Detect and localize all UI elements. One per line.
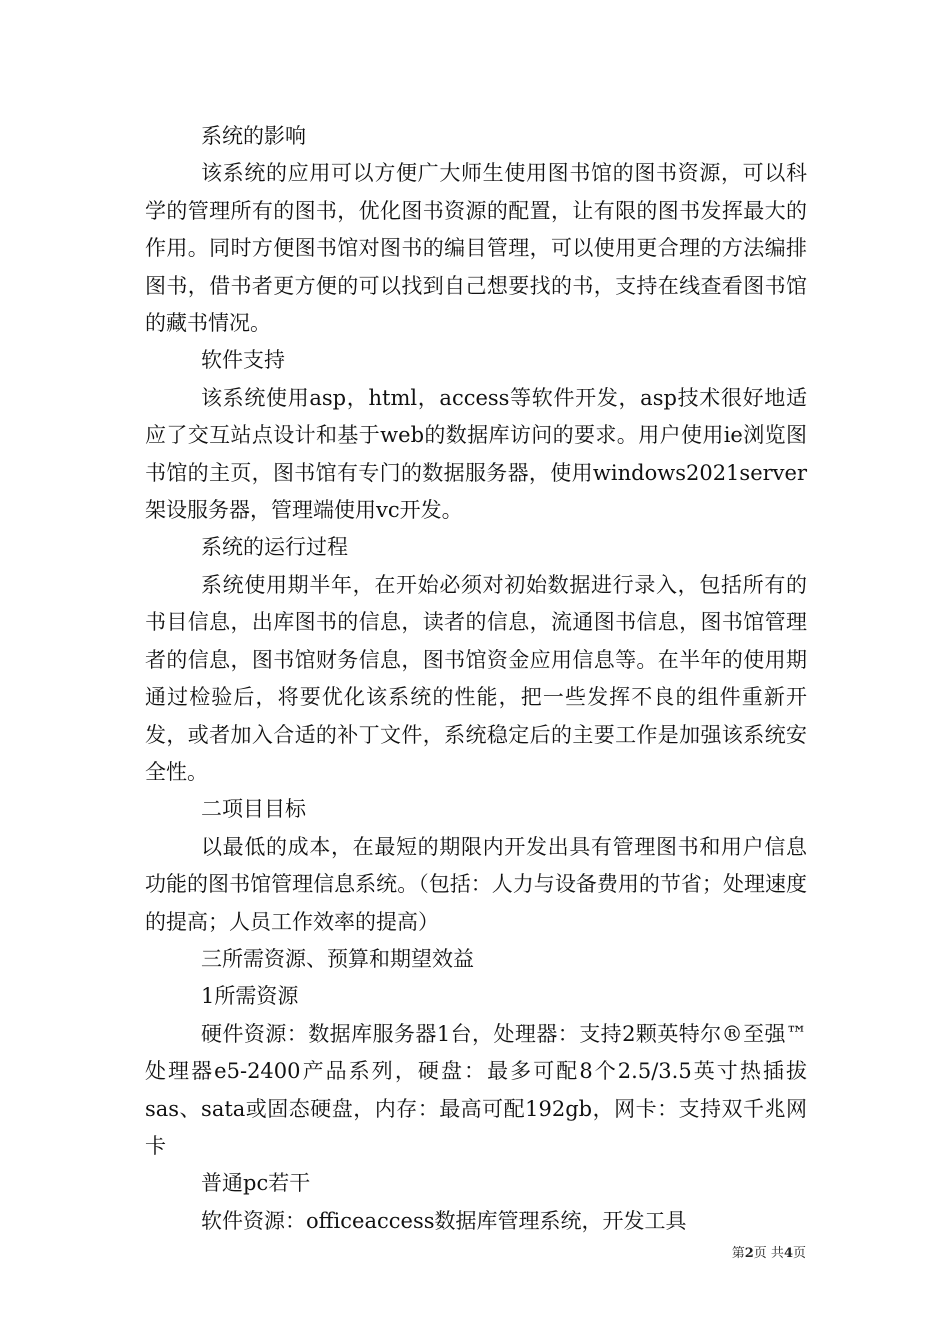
body-line: 普通pc若干 [201, 1171, 311, 1196]
section-heading: 软件支持 [201, 348, 285, 373]
body-paragraph: 该系统使用asp，html，access等软件开发，asp技术很好地适应了交互站点设计和基于web的数据库访问的要求。用户使用ie浏览图书馆的主页，图书馆有专门的数据服务器，使用windows2021server架设服务器，管理端使用vc开发。 [145, 385, 807, 523]
document-body [145, 118, 807, 1240]
page-footer [700, 1245, 806, 1263]
subsection-heading: 1所需资源 [201, 984, 299, 1009]
section-heading: 二项目目标 [201, 797, 306, 822]
section-heading: 系统的影响 [201, 124, 306, 148]
body-paragraph: 硬件资源：数据库服务器1台，处理器：支持2颗英特尔®至强™处理器e5-2400产品系列，硬盘：最多可配8个2.5/3.5英寸热插拔sas、sata或固态硬盘，内存：最高可配192gb，网卡：支持双千兆网卡 [145, 1021, 807, 1158]
body-paragraph: 系统使用期半年，在开始必须对初始数据进行录入，包括所有的书目信息，出库图书的信息，读者的信息，流通图书信息，图书馆管理者的信息，图书馆财务信息，图书馆资金应用信息等。在半年的使用期通过检验后，将要优化该系统的性能，把一些发挥不良的组件重新开发，或者加入合适的补丁文件，系统稳定后的主要工作是加强该系统安全性。 [145, 572, 807, 784]
body-paragraph: 以最低的成本，在最短的期限内开发出具有管理图书和用户信息功能的图书馆管理信息系统。（包括：人力与设备费用的节省；处理速度的提高；人员工作效率的提高） [145, 834, 807, 934]
body-paragraph: 该系统的应用可以方便广大师生使用图书馆的图书资源，可以科学的管理所有的图书，优化图书资源的配置，让有限的图书发挥最大的作用。同时方便图书馆对图书的编目管理，可以使用更合理的方法编排图书，借书者更方便的可以找到自己想要找的书，支持在线查看图书馆的藏书情况。 [145, 161, 807, 336]
footer-total-pages: 4 [783, 1246, 793, 1261]
body-line: 软件资源：officeaccess数据库管理系统，开发工具 [201, 1208, 687, 1233]
footer-middle: 页 共 [753, 1246, 784, 1261]
footer-page-number: 2 [744, 1246, 754, 1261]
section-heading: 三所需资源、预算和期望效益 [201, 946, 474, 971]
footer-suffix: 页 [792, 1246, 806, 1261]
section-heading: 系统的运行过程 [201, 535, 348, 560]
footer-prefix: 第 [731, 1246, 745, 1261]
